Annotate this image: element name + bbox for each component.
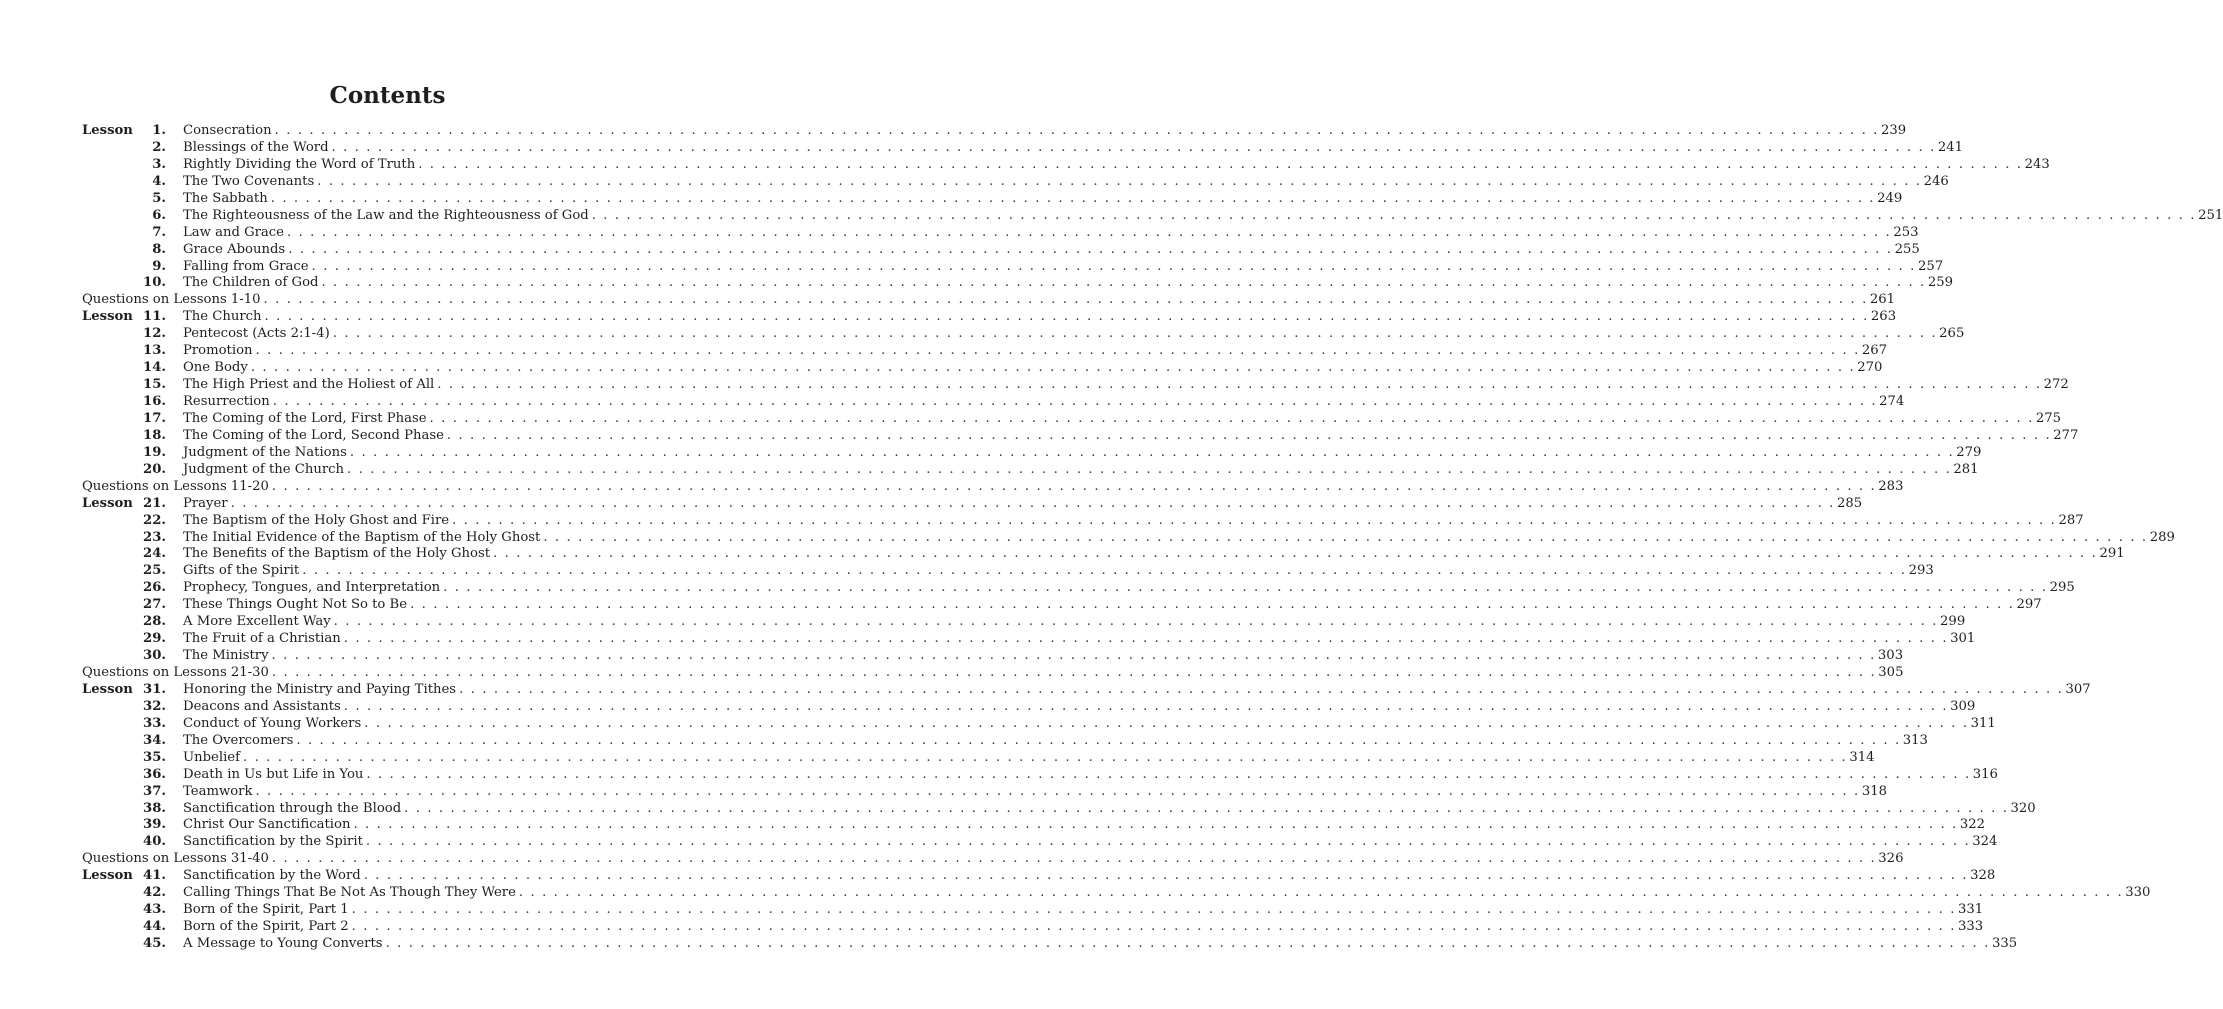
- dot-leader: . . . . . . . . . . . . . . . . . . . . . . . . . . . . . . . . . . . . . . . . . . . . . . . . . . . . . . . . . . . . . . . . . . . . . . . . . . . . . . . . . . . . . . . . . . . . . . . . . . . . . . . . . . . . . . . . . . . . . . . . . . . . . . . . . . . . . . . . . . .: [351, 902, 1957, 918]
- page-number: 275: [2035, 410, 2062, 426]
- dot-leader: . . . . . . . . . . . . . . . . . . . . . . . . . . . . . . . . . . . . . . . . . . . . . . . . . . . . . . . . . . . . . . . . . . . . . . . . . . . . . . . . . . . . . . . . . . . . . . . . . . . . . . . . . . . . . . . . . . . . . . . . . . . . . . . . . . . . . . . . . . .: [270, 190, 1876, 206]
- entry-line: [183, 394, 1905, 411]
- dot-leader: . . . . . . . . . . . . . . . . . . . . . . . . . . . . . . . . . . . . . . . . . . . . . . . . . . . . . . . . . . . . . . . . . . . . . . . . . . . . . . . . . . . . . . . . . . . . . . . . . . . . . . . . . . . . . . . . . . . . . . . . . . . . . . . . . . . . . . . . . . .: [351, 919, 1957, 935]
- lesson-number: 35.: [143, 749, 166, 765]
- page-number: 257: [1917, 258, 1944, 274]
- entry-title: Deacons and Assistants: [183, 699, 344, 716]
- entry-title: The Benefits of the Baptism of the Holy Ghost: [183, 546, 493, 563]
- lesson-number: 44.: [143, 919, 166, 935]
- dot-leader: . . . . . . . . . . . . . . . . . . . . . . . . . . . . . . . . . . . . . . . . . . . . . . . . . . . . . . . . . . . . . . . . . . . . . . . . . . . . . . . . . . . . . . . . . . . . . . . . . . . . . . . . . . . . . . . . . . . . . . . . . . . . . . . . . . . . . . . . . . .: [366, 766, 1971, 782]
- entry-line: [183, 902, 1984, 919]
- lesson-number: 18.: [143, 427, 166, 443]
- entry-line: [183, 783, 1888, 801]
- dot-leader: . . . . . . . . . . . . . . . . . . . . . . . . . . . . . . . . . . . . . . . . . . . . . . . . . . . . . . . . . . . . . . . . . . . . . . . . . . . . . . . . . . . . . . . . . . . . . . . . . . . . . . . . . . . . . . . . . . . . . . . . . . . . . . . . . . . . . . . . . . .: [255, 783, 1860, 799]
- page-number: 313: [1902, 732, 1928, 748]
- page-number: 263: [1870, 309, 1897, 325]
- dot-leader: . . . . . . . . . . . . . . . . . . . . . . . . . . . . . . . . . . . . . . . . . . . . . . . . . . . . . . . . . . . . . . . . . . . . . . . . . . . . . . . . . . . . . . . . . . . . . . . . . . . . . . . . . . . . . . . . . . . . . . . . . . . . . . . . . . . . . . . . . . .: [271, 851, 1877, 867]
- entry-line: [183, 817, 1985, 834]
- entry-line: [183, 258, 1944, 276]
- entry-line: [183, 631, 1976, 648]
- dot-leader: . . . . . . . . . . . . . . . . . . . . . . . . . . . . . . . . . . . . . . . . . . . . . . . . . . . . . . . . . . . . . . . . . . . . . . . . . . . . . . . . . . . . . . . . . . . . . . . . . . . . . . . . . . . . . . . . . . . . . . . . . . . . . . . . . . . . . . . . . . .: [343, 698, 1949, 714]
- dot-leader: . . . . . . . . . . . . . . . . . . . . . . . . . . . . . . . . . . . . . . . . . . . . . . . . . . . . . . . . . . . . . . . . . . . . . . . . . . . . . . . . . . . . . . . . . . . . . . . . . . . . . . . . . . . . . . . . . . . . . . . . . . . . . . . . . . . . . . . . . . .: [286, 224, 1892, 240]
- lesson-number: 9.: [152, 258, 166, 274]
- dot-leader: . . . . . . . . . . . . . . . . . . . . . . . . . . . . . . . . . . . . . . . . . . . . . . . . . . . . . . . . . . . . . . . . . . . . . . . . . . . . . . . . . . . . . . . . . . . . . . . . . . . . . . . . . . . . . . . . . . . . . . . . . . . . . . . . . . . . . . . . . . .: [343, 631, 1949, 647]
- entry-line: [183, 173, 1949, 191]
- entry-line: [183, 919, 1984, 936]
- entry-line: [183, 732, 1928, 750]
- questions-entry: [82, 665, 1904, 682]
- page-number: 316: [1972, 766, 1998, 782]
- entry-title: These Things Ought Not So to Be: [183, 597, 410, 614]
- entry-title: Sanctification by the Spirit: [183, 834, 366, 851]
- entry-title: Death in Us but Life in You: [183, 767, 366, 784]
- lesson-entry: [82, 275, 1954, 292]
- lesson-label: Lesson: [82, 123, 133, 138]
- dot-leader: . . . . . . . . . . . . . . . . . . . . . . . . . . . . . . . . . . . . . . . . . . . . . . . . . . . . . . . . . . . . . . . . . . . . . . . . . . . . . . . . . . . . . . . . . . . . . . . . . . . . . . . . . . . . . . . . . . . . . . . . . . . . . . . . . . . . . . . . . . .: [331, 139, 1936, 155]
- lesson-entry: [82, 495, 1863, 513]
- lesson-number: 40.: [143, 834, 166, 850]
- entry-title: Born of the Spirit, Part 1: [183, 902, 352, 919]
- entry-title: Consecration: [183, 123, 275, 140]
- dot-leader: . . . . . . . . . . . . . . . . . . . . . . . . . . . . . . . . . . . . . . . . . . . . . . . . . . . . . . . . . . . . . . . . . . . . . . . . . . . . . . . . . . . . . . . . . . . . . . . . . . . . . . . . . . . . . . . . . . . . . . . . . . . . . . . . . . . . . . . . . . .: [446, 427, 2052, 443]
- entry-line: [183, 512, 2084, 530]
- page-number: 295: [2049, 580, 2075, 596]
- lesson-entry: [82, 715, 1996, 733]
- entry-line: [183, 190, 1903, 208]
- lesson-number: 3.: [152, 156, 166, 172]
- entry-line: [183, 343, 1888, 360]
- entry-line: [183, 139, 1964, 157]
- lesson-entry: [82, 919, 1984, 936]
- entry-line: [183, 580, 2075, 597]
- entry-line: [82, 478, 1904, 496]
- dot-leader: . . . . . . . . . . . . . . . . . . . . . . . . . . . . . . . . . . . . . . . . . . . . . . . . . . . . . . . . . . . . . . . . . . . . . . . . . . . . . . . . . . . . . . . . . . . . . . . . . . . . . . . . . . . . . . . . . . . . . . . . . . . . . . . . . . . . . . . . . . .: [443, 580, 2048, 596]
- lesson-number: 37.: [143, 783, 166, 799]
- page-number: 305: [1878, 665, 1904, 680]
- lesson-entry: [82, 190, 1903, 208]
- entry-line: [183, 546, 2125, 563]
- page-number: 299: [1940, 614, 1966, 630]
- lesson-number: 15.: [143, 377, 166, 393]
- page-number: 241: [1937, 139, 1964, 155]
- page-number: 253: [1893, 224, 1919, 240]
- dot-leader: . . . . . . . . . . . . . . . . . . . . . . . . . . . . . . . . . . . . . . . . . . . . . . . . . . . . . . . . . . . . . . . . . . . . . . . . . . . . . . . . . . . . . . . . . . . . . . . . . . . . . . . . . . . . . . . . . . . . . . . . . . . . . . . . . . . . . . . . . . .: [385, 936, 1990, 951]
- lesson-number: 8.: [152, 241, 166, 257]
- questions-entry: [82, 851, 1904, 868]
- dot-leader: . . . . . . . . . . . . . . . . . . . . . . . . . . . . . . . . . . . . . . . . . . . . . . . . . . . . . . . . . . . . . . . . . . . . . . . . . . . . . . . . . . . . . . . . . . . . . . . . . . . . . . . . . . . . . . . . . . . . . . . . . . . . . . . . . . . . . . . . . . .: [418, 156, 2023, 172]
- page-number: 249: [1877, 190, 1903, 206]
- entry-line: [183, 123, 1907, 140]
- lesson-entry: [82, 326, 1965, 343]
- lesson-number: 25.: [143, 563, 166, 579]
- page-number: 270: [1857, 360, 1883, 376]
- lesson-label: Lesson: [82, 681, 133, 697]
- page-number: 309: [1950, 698, 1976, 714]
- lesson-label: Lesson: [82, 309, 133, 325]
- entry-title: Resurrection: [183, 394, 273, 411]
- table-of-contents: [82, 123, 2223, 953]
- entry-title: The Sabbath: [183, 191, 271, 208]
- lesson-number: 2.: [152, 139, 166, 155]
- dot-leader: . . . . . . . . . . . . . . . . . . . . . . . . . . . . . . . . . . . . . . . . . . . . . . . . . . . . . . . . . . . . . . . . . . . . . . . . . . . . . . . . . . . . . . . . . . . . . . . . . . . . . . . . . . . . . . . . . . . . . . . . . . . . . . . . . . . . . . . . . . .: [255, 343, 1860, 359]
- entry-line: [82, 292, 1896, 309]
- page-number: 318: [1861, 783, 1888, 799]
- entry-title: The Coming of the Lord, First Phase: [183, 411, 430, 428]
- lesson-entry: [82, 546, 2125, 563]
- lesson-number: 39.: [143, 817, 166, 833]
- entry-line: [183, 224, 1919, 242]
- entry-title: The Overcomers: [183, 733, 296, 750]
- entry-line: [183, 885, 2151, 902]
- entry-title: Judgment of the Nations: [183, 445, 350, 462]
- page-number: 303: [1877, 648, 1904, 664]
- dot-leader: . . . . . . . . . . . . . . . . . . . . . . . . . . . . . . . . . . . . . . . . . . . . . . . . . . . . . . . . . . . . . . . . . . . . . . . . . . . . . . . . . . . . . . . . . . . . . . . . . . . . . . . . . . . . . . . . . . . . . . . . . . . . . . . . . . . . . . . . . . .: [349, 444, 1955, 460]
- lesson-entry: [82, 343, 1888, 360]
- entry-title: Questions on Lessons 1-10: [82, 292, 264, 309]
- lesson-entry: [82, 868, 1996, 885]
- lesson-number: 28.: [143, 614, 166, 630]
- page-number: 326: [1878, 851, 1904, 867]
- entry-title: Judgment of the Church: [183, 462, 347, 479]
- lesson-entry: [82, 394, 1905, 411]
- lesson-number: 41.: [143, 868, 166, 884]
- lesson-number: 1.: [152, 123, 166, 138]
- entry-title: A More Excellent Way: [183, 614, 334, 631]
- entry-line: [183, 156, 2050, 174]
- dot-leader: . . . . . . . . . . . . . . . . . . . . . . . . . . . . . . . . . . . . . . . . . . . . . . . . . . . . . . . . . . . . . . . . . . . . . . . . . . . . . . . . . . . . . . . . . . . . . . . . . . . . . . . . . . . . . . . . . . . . . . . . . . . . . . . . . . . . . . . . . . .: [493, 546, 2098, 562]
- page-number: 243: [2024, 156, 2050, 172]
- entry-title: The Coming of the Lord, Second Phase: [183, 428, 447, 445]
- dot-leader: . . . . . . . . . . . . . . . . . . . . . . . . . . . . . . . . . . . . . . . . . . . . . . . . . . . . . . . . . . . . . . . . . . . . . . . . . . . . . . . . . . . . . . . . . . . . . . . . . . . . . . . . . . . . . . . . . . . . . . . . . . . . . . . . . . . . . . . . . . .: [271, 665, 1877, 680]
- dot-leader: . . . . . . . . . . . . . . . . . . . . . . . . . . . . . . . . . . . . . . . . . . . . . . . . . . . . . . . . . . . . . . . . . . . . . . . . . . . . . . . . . . . . . . . . . . . . . . . . . . . . . . . . . . . . . . . . . . . . . . . . . . . . . . . . . . . . . . . . . . .: [333, 614, 1939, 630]
- dot-leader: . . . . . . . . . . . . . . . . . . . . . . . . . . . . . . . . . . . . . . . . . . . . . . . . . . . . . . . . . . . . . . . . . . . . . . . . . . . . . . . . . . . . . . . . . . . . . . . . . . . . . . . . . . . . . . . . . . . . . . . . . . . . . . . . . . . . . . . . . . .: [288, 241, 1893, 257]
- dot-leader: . . . . . . . . . . . . . . . . . . . . . . . . . . . . . . . . . . . . . . . . . . . . . . . . . . . . . . . . . . . . . . . . . . . . . . . . . . . . . . . . . . . . . . . . . . . . . . . . . . . . . . . . . . . . . . . . . . . . . . . . . . . . . . . . . . . . . . . . . . .: [274, 123, 1879, 138]
- entry-title: The Church: [183, 309, 265, 326]
- page-number: 291: [2099, 546, 2125, 562]
- entry-title: Questions on Lessons 21-30: [82, 665, 272, 682]
- page-number: 330: [2125, 885, 2151, 901]
- entry-line: [183, 681, 2091, 699]
- entry-line: [183, 529, 2175, 547]
- page-number: 265: [1939, 326, 1965, 342]
- lesson-entry: [82, 410, 2062, 428]
- lesson-number: 10.: [143, 275, 166, 291]
- entry-line: [183, 800, 2036, 818]
- page-number: 287: [2058, 512, 2084, 528]
- entry-title: Pentecost (Acts 2:1-4): [183, 326, 333, 343]
- lesson-entry: [82, 258, 1944, 276]
- lesson-number: 33.: [143, 715, 166, 731]
- lesson-number: 12.: [143, 326, 166, 342]
- lesson-number: 31.: [143, 681, 166, 697]
- lesson-number: 11.: [143, 309, 166, 325]
- page-number: 283: [1878, 478, 1904, 494]
- page-number: 314: [1849, 749, 1875, 765]
- entry-line: [183, 749, 1875, 767]
- lesson-entry: [82, 936, 2018, 953]
- lesson-entry: [82, 139, 1964, 157]
- lesson-entry: [82, 681, 2091, 699]
- questions-entry: [82, 292, 1896, 309]
- dot-leader: . . . . . . . . . . . . . . . . . . . . . . . . . . . . . . . . . . . . . . . . . . . . . . . . . . . . . . . . . . . . . . . . . . . . . . . . . . . . . . . . . . . . . . . . . . . . . . . . . . . . . . . . . . . . . . . . . . . . . . . . . . . . . . . . . . . . . . . . . . .: [518, 885, 2124, 901]
- lesson-entry: [82, 800, 2036, 818]
- dot-leader: . . . . . . . . . . . . . . . . . . . . . . . . . . . . . . . . . . . . . . . . . . . . . . . . . . . . . . . . . . . . . . . . . . . . . . . . . . . . . . . . . . . . . . . . . . . . . . . . . . . . . . . . . . . . . . . . . . . . . . . . . . . . . . . . . . . . . . . . . . .: [250, 360, 1856, 376]
- entry-title: Prayer: [183, 496, 231, 513]
- entry-line: [183, 698, 1976, 716]
- lesson-number: 45.: [143, 936, 166, 951]
- lesson-entry: [82, 766, 1998, 784]
- lesson-entry: [82, 698, 1976, 716]
- entry-line: [183, 868, 1996, 885]
- lesson-entry: [82, 749, 1875, 767]
- entry-title: One Body: [183, 360, 251, 377]
- page-number: 307: [2065, 681, 2091, 697]
- lesson-number: 26.: [143, 580, 166, 596]
- entry-title: Grace Abounds: [183, 242, 288, 259]
- lesson-entry: [82, 241, 1920, 259]
- page-number: 289: [2149, 529, 2175, 545]
- entry-line: [183, 936, 2018, 953]
- entry-title: The High Priest and the Holiest of All: [183, 377, 437, 394]
- lesson-number: 29.: [143, 631, 166, 647]
- entry-title: The Initial Evidence of the Baptism of the Holy Ghost: [183, 530, 543, 547]
- lesson-number: 38.: [143, 800, 166, 816]
- page-number: 261: [1869, 292, 1896, 308]
- entry-line: [183, 597, 2042, 614]
- entry-title: The Ministry: [183, 648, 272, 665]
- dot-leader: . . . . . . . . . . . . . . . . . . . . . . . . . . . . . . . . . . . . . . . . . . . . . . . . . . . . . . . . . . . . . . . . . . . . . . . . . . . . . . . . . . . . . . . . . . . . . . . . . . . . . . . . . . . . . . . . . . . . . . . . . . . . . . . . . . . . . . . . . . .: [317, 173, 1922, 189]
- lesson-label: Lesson: [82, 495, 133, 511]
- lesson-entry: [82, 885, 2151, 902]
- page-number: 320: [2010, 800, 2036, 816]
- page-title: Contents: [329, 82, 446, 109]
- entry-title: Born of the Spirit, Part 2: [183, 919, 352, 936]
- page-number: 333: [1958, 919, 1984, 935]
- lesson-number: 24.: [143, 546, 166, 562]
- dot-leader: . . . . . . . . . . . . . . . . . . . . . . . . . . . . . . . . . . . . . . . . . . . . . . . . . . . . . . . . . . . . . . . . . . . . . . . . . . . . . . . . . . . . . . . . . . . . . . . . . . . . . . . . . . . . . . . . . . . . . . . . . . . . . . . . . . . . . . . . . . .: [365, 834, 1971, 850]
- lesson-number: 17.: [143, 410, 166, 426]
- page-number: 285: [1836, 495, 1863, 511]
- lesson-number: 14.: [143, 360, 166, 376]
- lesson-entry: [82, 427, 2079, 445]
- lesson-number: 34.: [143, 732, 166, 748]
- entry-line: [183, 766, 1998, 784]
- lesson-number: 6.: [152, 207, 166, 223]
- dot-leader: . . . . . . . . . . . . . . . . . . . . . . . . . . . . . . . . . . . . . . . . . . . . . . . . . . . . . . . . . . . . . . . . . . . . . . . . . . . . . . . . . . . . . . . . . . . . . . . . . . . . . . . . . . . . . . . . . . . . . . . . . . . . . . . . . . . . . . . . . . .: [272, 394, 1878, 409]
- entry-line: [183, 614, 1966, 631]
- page-number: 324: [1972, 834, 1998, 850]
- entry-line: [183, 207, 2223, 225]
- lesson-entry: [82, 173, 1949, 191]
- page-number: 293: [1908, 563, 1934, 579]
- dot-leader: . . . . . . . . . . . . . . . . . . . . . . . . . . . . . . . . . . . . . . . . . . . . . . . . . . . . . . . . . . . . . . . . . . . . . . . . . . . . . . . . . . . . . . . . . . . . . . . . . . . . . . . . . . . . . . . . . . . . . . . . . . . . . . . . . . . . . . . . . . .: [230, 495, 1835, 511]
- entry-line: [183, 461, 1979, 479]
- page-number: 267: [1861, 343, 1888, 359]
- entry-title: Conduct of Young Workers: [183, 716, 364, 733]
- entry-title: Sanctification through the Blood: [183, 801, 404, 818]
- dot-leader: . . . . . . . . . . . . . . . . . . . . . . . . . . . . . . . . . . . . . . . . . . . . . . . . . . . . . . . . . . . . . . . . . . . . . . . . . . . . . . . . . . . . . . . . . . . . . . . . . . . . . . . . . . . . . . . . . . . . . . . . . . . . . . . . . . . . . . . . . . .: [591, 207, 2197, 223]
- page-number: 297: [2016, 597, 2042, 613]
- entry-line: [183, 495, 1863, 513]
- lesson-entry: [82, 817, 1985, 834]
- entry-line: [183, 834, 1998, 851]
- dot-leader: . . . . . . . . . . . . . . . . . . . . . . . . . . . . . . . . . . . . . . . . . . . . . . . . . . . . . . . . . . . . . . . . . . . . . . . . . . . . . . . . . . . . . . . . . . . . . . . . . . . . . . . . . . . . . . . . . . . . . . . . . . . . . . . . . . . . . . . . . . .: [437, 377, 2042, 393]
- lesson-entry: [82, 783, 1888, 801]
- page-number: 322: [1959, 817, 1985, 833]
- lesson-entry: [82, 377, 2069, 394]
- lesson-entry: [82, 461, 1979, 479]
- dot-leader: . . . . . . . . . . . . . . . . . . . . . . . . . . . . . . . . . . . . . . . . . . . . . . . . . . . . . . . . . . . . . . . . . . . . . . . . . . . . . . . . . . . . . . . . . . . . . . . . . . . . . . . . . . . . . . . . . . . . . . . . . . . . . . . . . . . . . . . . . . .: [321, 275, 1926, 291]
- lesson-number: 4.: [152, 173, 166, 189]
- page-number: 311: [1970, 715, 1996, 731]
- entry-title: Honoring the Ministry and Paying Tithes: [183, 682, 459, 699]
- dot-leader: . . . . . . . . . . . . . . . . . . . . . . . . . . . . . . . . . . . . . . . . . . . . . . . . . . . . . . . . . . . . . . . . . . . . . . . . . . . . . . . . . . . . . . . . . . . . . . . . . . . . . . . . . . . . . . . . . . . . . . . . . . . . . . . . . . . . . . . . . . .: [311, 258, 1916, 274]
- entry-title: A Message to Young Converts: [183, 936, 386, 953]
- lesson-number: 22.: [143, 512, 166, 528]
- lesson-entry: [82, 123, 1907, 140]
- entry-title: Questions on Lessons 11-20: [82, 479, 272, 496]
- lesson-number: 13.: [143, 343, 166, 359]
- dot-leader: . . . . . . . . . . . . . . . . . . . . . . . . . . . . . . . . . . . . . . . . . . . . . . . . . . . . . . . . . . . . . . . . . . . . . . . . . . . . . . . . . . . . . . . . . . . . . . . . . . . . . . . . . . . . . . . . . . . . . . . . . . . . . . . . . . . . . . . . . . .: [404, 800, 2009, 816]
- entry-title: Law and Grace: [183, 225, 287, 242]
- dot-leader: . . . . . . . . . . . . . . . . . . . . . . . . . . . . . . . . . . . . . . . . . . . . . . . . . . . . . . . . . . . . . . . . . . . . . . . . . . . . . . . . . . . . . . . . . . . . . . . . . . . . . . . . . . . . . . . . . . . . . . . . . . . . . . . . . . . . . . . . . . .: [353, 817, 1958, 833]
- dot-leader: . . . . . . . . . . . . . . . . . . . . . . . . . . . . . . . . . . . . . . . . . . . . . . . . . . . . . . . . . . . . . . . . . . . . . . . . . . . . . . . . . . . . . . . . . . . . . . . . . . . . . . . . . . . . . . . . . . . . . . . . . . . . . . . . . . . . . . . . . . .: [296, 732, 1901, 748]
- entry-line: [82, 851, 1904, 868]
- lesson-entry: [82, 309, 1897, 326]
- dot-leader: . . . . . . . . . . . . . . . . . . . . . . . . . . . . . . . . . . . . . . . . . . . . . . . . . . . . . . . . . . . . . . . . . . . . . . . . . . . . . . . . . . . . . . . . . . . . . . . . . . . . . . . . . . . . . . . . . . . . . . . . . . . . . . . . . . . . . . . . . . .: [271, 478, 1877, 494]
- entry-line: [183, 377, 2069, 394]
- entry-title: Teamwork: [183, 784, 255, 801]
- page-number: 239: [1880, 123, 1907, 138]
- lesson-number: 16.: [143, 394, 166, 409]
- lesson-number: 43.: [143, 902, 166, 918]
- page-number: 277: [2053, 427, 2079, 443]
- entry-title: Falling from Grace: [183, 259, 312, 276]
- lesson-number: 23.: [143, 529, 166, 545]
- entry-title: The Two Covenants: [183, 174, 317, 191]
- lesson-entry: [82, 563, 1934, 580]
- lesson-entry: [82, 732, 1928, 750]
- entry-line: [183, 326, 1965, 343]
- entry-line: [82, 665, 1904, 682]
- entry-line: [183, 360, 1883, 377]
- entry-line: [183, 241, 1920, 259]
- page-number: 255: [1894, 241, 1920, 257]
- entry-title: Questions on Lessons 31-40: [82, 851, 272, 868]
- entry-title: Gifts of the Spirit: [183, 563, 302, 580]
- page-number: 335: [1991, 936, 2018, 951]
- lesson-entry: [82, 631, 1976, 648]
- lesson-number: 7.: [152, 224, 166, 240]
- lesson-entry: [82, 360, 1883, 377]
- questions-entry: [82, 478, 1904, 496]
- lesson-number: 30.: [143, 648, 166, 664]
- lesson-number: 42.: [143, 885, 166, 901]
- page-number: 279: [1956, 444, 1982, 460]
- page-number: 272: [2043, 377, 2069, 393]
- page-number: 251: [2198, 207, 2223, 223]
- page-number: 281: [1953, 461, 1979, 477]
- lesson-entry: [82, 834, 1998, 851]
- entry-title: Rightly Dividing the Word of Truth: [183, 157, 418, 174]
- entry-line: [183, 563, 1934, 580]
- lesson-entry: [82, 224, 1919, 242]
- lesson-entry: [82, 512, 2084, 530]
- entry-line: [183, 410, 2062, 428]
- lesson-number: 32.: [143, 698, 166, 714]
- lesson-entry: [82, 902, 1984, 919]
- lesson-entry: [82, 444, 1982, 462]
- dot-leader: . . . . . . . . . . . . . . . . . . . . . . . . . . . . . . . . . . . . . . . . . . . . . . . . . . . . . . . . . . . . . . . . . . . . . . . . . . . . . . . . . . . . . . . . . . . . . . . . . . . . . . . . . . . . . . . . . . . . . . . . . . . . . . . . . . . . . . . . . . .: [364, 715, 1969, 731]
- page-number: 301: [1950, 631, 1976, 647]
- entry-title: Christ Our Sanctification: [183, 817, 353, 834]
- entry-title: The Righteousness of the Law and the Righteousness of God: [183, 208, 592, 225]
- lesson-entry: [82, 614, 1966, 631]
- lesson-entry: [82, 207, 2223, 225]
- lesson-number: 20.: [143, 461, 166, 477]
- lesson-entry: [82, 597, 2042, 614]
- dot-leader: . . . . . . . . . . . . . . . . . . . . . . . . . . . . . . . . . . . . . . . . . . . . . . . . . . . . . . . . . . . . . . . . . . . . . . . . . . . . . . . . . . . . . . . . . . . . . . . . . . . . . . . . . . . . . . . . . . . . . . . . . . . . . . . . . . . . . . . . . . .: [429, 410, 2034, 426]
- entry-title: Calling Things That Be Not As Though They Were: [183, 885, 519, 902]
- lesson-entry: [82, 156, 2050, 174]
- entry-title: Unbelief: [183, 750, 243, 767]
- entry-title: Blessings of the Word: [183, 140, 332, 157]
- entry-title: Promotion: [183, 343, 256, 360]
- dot-leader: . . . . . . . . . . . . . . . . . . . . . . . . . . . . . . . . . . . . . . . . . . . . . . . . . . . . . . . . . . . . . . . . . . . . . . . . . . . . . . . . . . . . . . . . . . . . . . . . . . . . . . . . . . . . . . . . . . . . . . . . . . . . . . . . . . . . . . . . . . .: [452, 512, 2057, 528]
- page-number: 331: [1958, 902, 1984, 918]
- lesson-entry: [82, 529, 2175, 547]
- entry-title: The Children of God: [183, 275, 321, 292]
- page-number: 274: [1879, 394, 1905, 409]
- entry-title: The Fruit of a Christian: [183, 631, 344, 648]
- dot-leader: . . . . . . . . . . . . . . . . . . . . . . . . . . . . . . . . . . . . . . . . . . . . . . . . . . . . . . . . . . . . . . . . . . . . . . . . . . . . . . . . . . . . . . . . . . . . . . . . . . . . . . . . . . . . . . . . . . . . . . . . . . . . . . . . . . . . . . . . . . .: [347, 461, 1952, 477]
- page-number: 328: [1970, 868, 1996, 884]
- page-number: 259: [1927, 275, 1954, 291]
- entry-line: [183, 444, 1982, 462]
- entry-line: [183, 648, 1904, 665]
- lesson-number: 21.: [143, 495, 166, 511]
- lesson-number: 36.: [143, 766, 166, 782]
- entry-title: Sanctification by the Word: [183, 868, 364, 885]
- dot-leader: . . . . . . . . . . . . . . . . . . . . . . . . . . . . . . . . . . . . . . . . . . . . . . . . . . . . . . . . . . . . . . . . . . . . . . . . . . . . . . . . . . . . . . . . . . . . . . . . . . . . . . . . . . . . . . . . . . . . . . . . . . . . . . . . . . . . . . . . . . .: [332, 326, 1938, 342]
- dot-leader: . . . . . . . . . . . . . . . . . . . . . . . . . . . . . . . . . . . . . . . . . . . . . . . . . . . . . . . . . . . . . . . . . . . . . . . . . . . . . . . . . . . . . . . . . . . . . . . . . . . . . . . . . . . . . . . . . . . . . . . . . . . . . . . . . . . . . . . . . . .: [410, 597, 2015, 613]
- entry-line: [183, 427, 2079, 445]
- entry-line: [183, 275, 1954, 292]
- lesson-label: Lesson: [82, 868, 133, 884]
- dot-leader: . . . . . . . . . . . . . . . . . . . . . . . . . . . . . . . . . . . . . . . . . . . . . . . . . . . . . . . . . . . . . . . . . . . . . . . . . . . . . . . . . . . . . . . . . . . . . . . . . . . . . . . . . . . . . . . . . . . . . . . . . . . . . . . . . . . . . . . . . . .: [363, 868, 1969, 884]
- entry-title: The Baptism of the Holy Ghost and Fire: [183, 513, 452, 530]
- dot-leader: . . . . . . . . . . . . . . . . . . . . . . . . . . . . . . . . . . . . . . . . . . . . . . . . . . . . . . . . . . . . . . . . . . . . . . . . . . . . . . . . . . . . . . . . . . . . . . . . . . . . . . . . . . . . . . . . . . . . . . . . . . . . . . . . . . . . . . . . . . .: [459, 681, 2064, 697]
- dot-leader: . . . . . . . . . . . . . . . . . . . . . . . . . . . . . . . . . . . . . . . . . . . . . . . . . . . . . . . . . . . . . . . . . . . . . . . . . . . . . . . . . . . . . . . . . . . . . . . . . . . . . . . . . . . . . . . . . . . . . . . . . . . . . . . . . . . . . . . . . . .: [543, 529, 2148, 545]
- lesson-entry: [82, 648, 1904, 665]
- entry-line: [183, 715, 1996, 733]
- lesson-number: 19.: [143, 444, 166, 460]
- page-number: 246: [1923, 173, 1949, 189]
- dot-leader: . . . . . . . . . . . . . . . . . . . . . . . . . . . . . . . . . . . . . . . . . . . . . . . . . . . . . . . . . . . . . . . . . . . . . . . . . . . . . . . . . . . . . . . . . . . . . . . . . . . . . . . . . . . . . . . . . . . . . . . . . . . . . . . . . . . . . . . . . . .: [263, 292, 1868, 308]
- lesson-number: 5.: [152, 190, 166, 206]
- dot-leader: . . . . . . . . . . . . . . . . . . . . . . . . . . . . . . . . . . . . . . . . . . . . . . . . . . . . . . . . . . . . . . . . . . . . . . . . . . . . . . . . . . . . . . . . . . . . . . . . . . . . . . . . . . . . . . . . . . . . . . . . . . . . . . . . . . . . . . . . . . .: [302, 563, 1907, 579]
- entry-line: [183, 309, 1897, 326]
- dot-leader: . . . . . . . . . . . . . . . . . . . . . . . . . . . . . . . . . . . . . . . . . . . . . . . . . . . . . . . . . . . . . . . . . . . . . . . . . . . . . . . . . . . . . . . . . . . . . . . . . . . . . . . . . . . . . . . . . . . . . . . . . . . . . . . . . . . . . . . . . . .: [271, 648, 1876, 664]
- lesson-number: 27.: [143, 597, 166, 613]
- entry-title: Prophecy, Tongues, and Interpretation: [183, 580, 443, 597]
- dot-leader: . . . . . . . . . . . . . . . . . . . . . . . . . . . . . . . . . . . . . . . . . . . . . . . . . . . . . . . . . . . . . . . . . . . . . . . . . . . . . . . . . . . . . . . . . . . . . . . . . . . . . . . . . . . . . . . . . . . . . . . . . . . . . . . . . . . . . . . . . . .: [264, 309, 1869, 325]
- dot-leader: . . . . . . . . . . . . . . . . . . . . . . . . . . . . . . . . . . . . . . . . . . . . . . . . . . . . . . . . . . . . . . . . . . . . . . . . . . . . . . . . . . . . . . . . . . . . . . . . . . . . . . . . . . . . . . . . . . . . . . . . . . . . . . . . . . . . . . . . . . .: [242, 749, 1848, 765]
- lesson-entry: [82, 580, 2075, 597]
